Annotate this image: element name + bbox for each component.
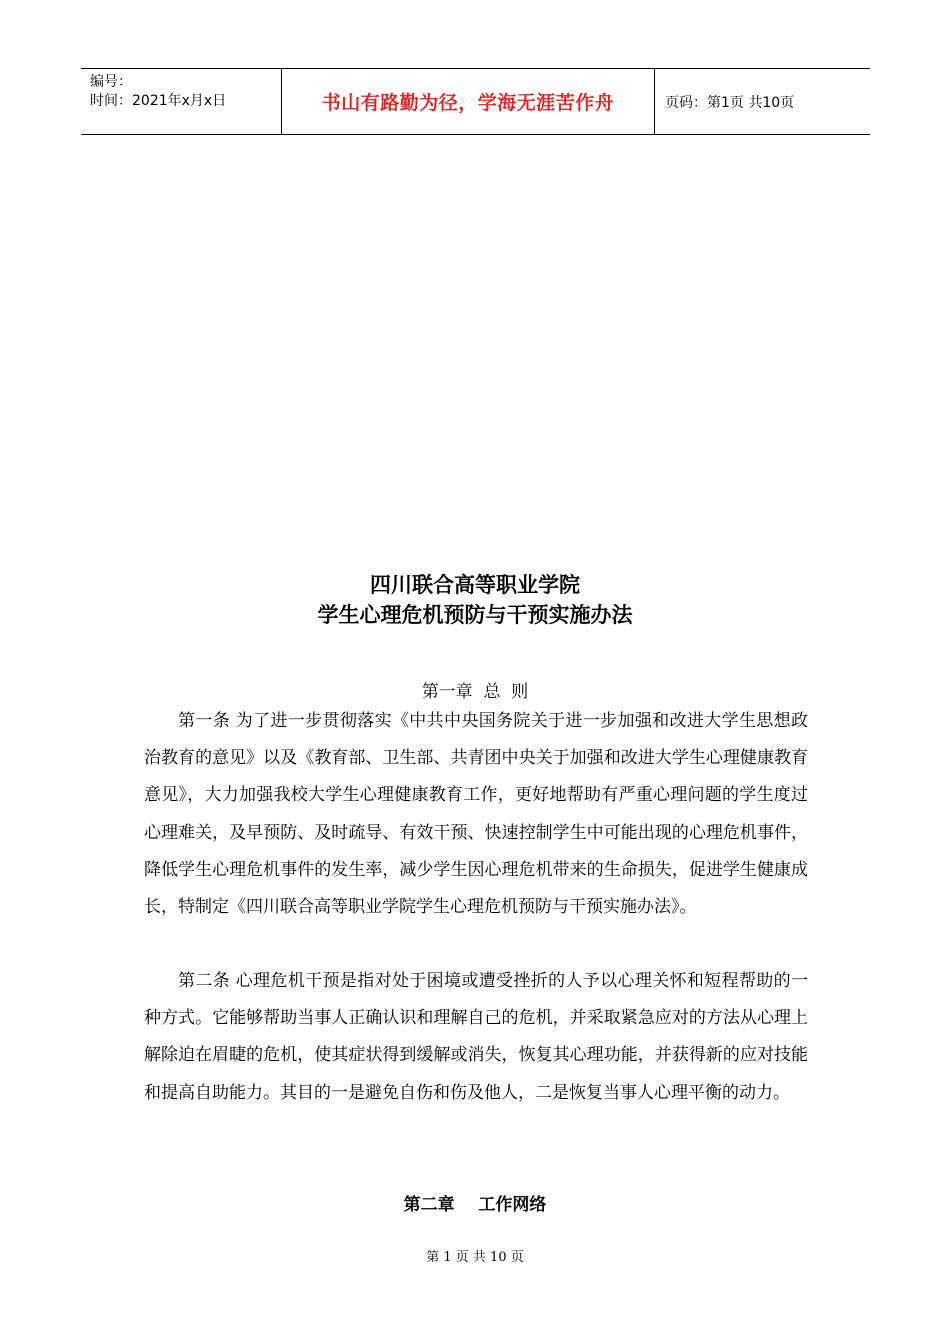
article-1: 第一条 为了进一步贯彻落实《中共中央国务院关于进一步加强和改进大学生思想政治教育的意见》以及《教育部、卫生部、共青团中央关于加强和改进大学生心理健康教育意见》，大力加强我校大学生心理健康教育工作，更好地帮助有严重心理问题的学生度过心理难关，及早预防、及时疏导、有效干预、快速控制学生中可能出现的心理危机事件，降低学生心理危机事件的发生率，减少学生因心理危机带来的生命损失，促进学生健康成长，特制定《四川联合高等职业学院学生心理危机预防与干预实施办法》。 [144,711,808,918]
header-page-info: 页码：第1页 共10页 [665,94,795,111]
chapter-1-heading: 第一章 总 则 [421,682,529,702]
header-meta [81,69,281,134]
page-footer: 第 1 页 共 10 页 [426,1250,524,1265]
header-motto: 书山有路勤为径，学海无涯苦作舟 [281,69,655,134]
chapter-2-heading: 第二章 工作网络 [403,1195,547,1215]
document-title-line2: 学生心理危机预防与干预实施办法 [317,603,633,627]
number-label: 编号： [90,74,132,90]
header-table [81,68,870,135]
time-label: 时间：2021年x月x日 [90,93,227,109]
document-title-line1: 四川联合高等职业学院 [370,573,580,597]
article-2: 第二条 心理危机干预是指对处于困境或遭受挫折的人予以心理关怀和短程帮助的一种方式。它能够帮助当事人正确认识和理解自己的危机，并采取紧急应对的方法从心理上解除迫在眉睫的危机，使其症状得到缓解或消失，恢复其心理功能，并获得新的应对技能和提高自助能力。其目的一是避免自伤和伤及他人，二是恢复当事人心理平衡的动力。 [144,971,808,1103]
